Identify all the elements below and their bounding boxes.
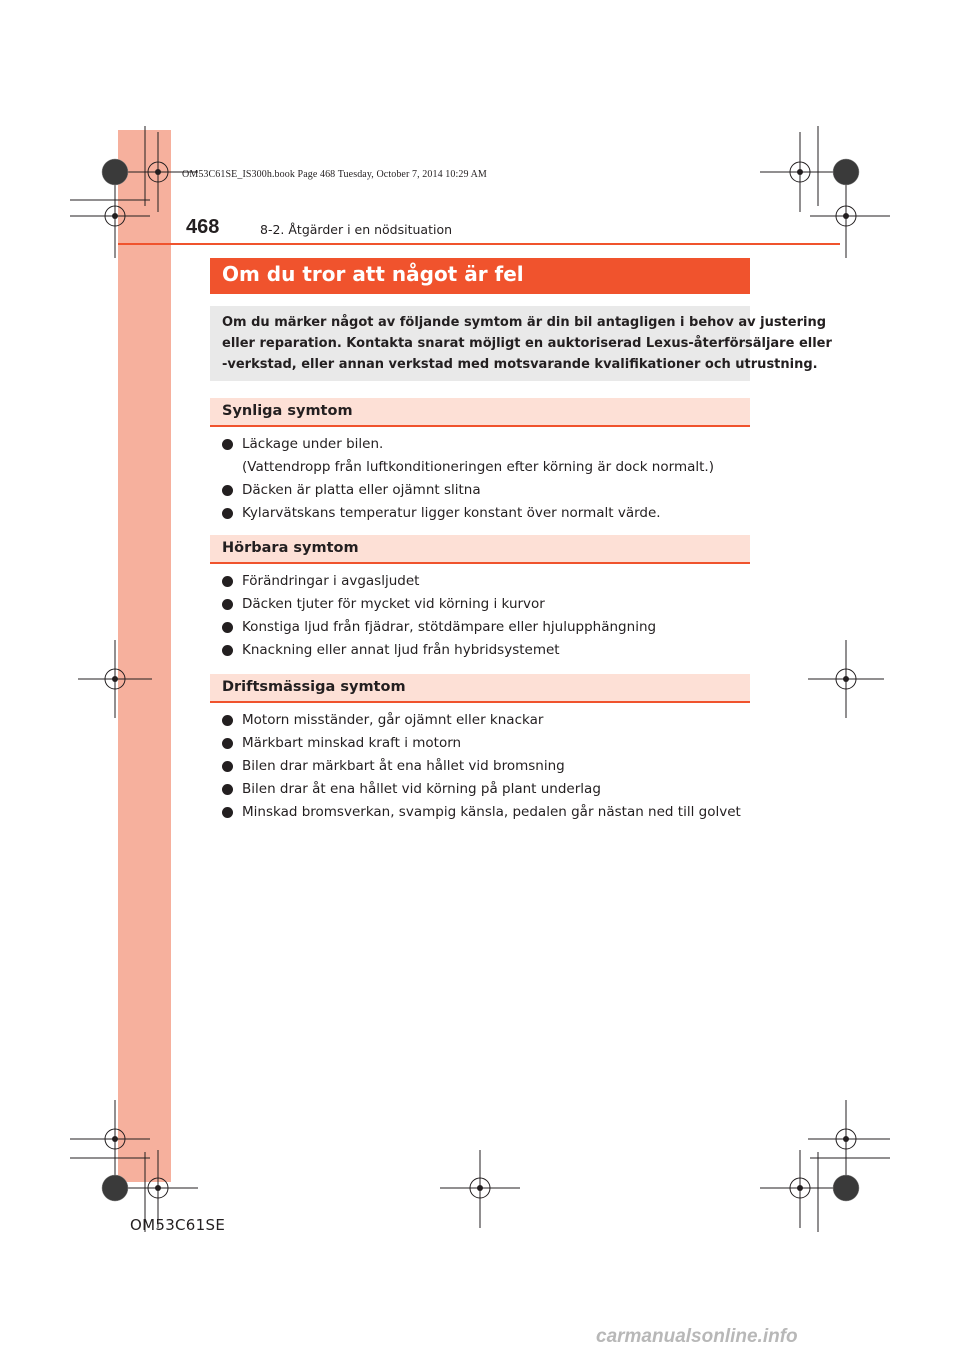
- intro-line: -verkstad, eller annan verkstad med motsvarande kvalifikationer och utrustning.: [222, 357, 818, 372]
- intro-line: Om du märker något av följande symtom är din bil antagligen i behov av justering: [222, 315, 827, 330]
- list-item-text: Knackning eller annat ljud från hybridsystemet: [242, 642, 560, 658]
- section-title: 8-2. Åtgärder i en nödsituation: [260, 222, 453, 237]
- bullet-icon: [222, 761, 233, 772]
- list-item: [222, 709, 742, 732]
- list-item: [222, 639, 742, 662]
- main-title: Om du tror att något är fel: [210, 258, 750, 294]
- intro-line: eller reparation. Kontakta snarat möjligt en auktoriserad Lexus-återförsäljare eller: [222, 336, 832, 351]
- bullet-icon: [222, 485, 233, 496]
- intro-box: [210, 306, 832, 381]
- list-item: [222, 616, 742, 639]
- list-item-text: Däcken är platta eller ojämnt slitna: [242, 482, 481, 498]
- bullet-icon: [222, 807, 233, 818]
- list-item: [222, 502, 742, 525]
- list-item: [222, 778, 742, 801]
- list-item: [222, 801, 742, 824]
- list-driftsmassiga-symtom: [222, 709, 742, 824]
- subhead-driftsmassiga-symtom: Driftsmässiga symtom: [210, 674, 750, 703]
- list-item-text: Märkbart minskad kraft i motorn: [242, 735, 462, 751]
- subhead-horbara-symtom: Hörbara symtom: [210, 535, 750, 564]
- list-item: [222, 433, 742, 479]
- list-item-text: Bilen drar märkbart åt ena hållet vid bromsning: [242, 758, 565, 774]
- list-synliga-symtom: [222, 433, 742, 525]
- list-item: [222, 732, 742, 755]
- bullet-icon: [222, 738, 233, 749]
- subhead-synliga-symtom: Synliga symtom: [210, 398, 750, 427]
- list-item-text: Minskad bromsverkan, svampig känsla, pedalen går nästan ned till golvet: [242, 804, 741, 820]
- list-item-text: Läckage under bilen.: [242, 436, 384, 452]
- footer-watermark[interactable]: carmanualsonline.info: [596, 1326, 798, 1347]
- list-item: [222, 570, 742, 593]
- list-item: [222, 479, 742, 502]
- list-item-text: Kylarvätskans temperatur ligger konstant över normalt värde.: [242, 505, 661, 521]
- bullet-icon: [222, 645, 233, 656]
- list-item-text: Däcken tjuter för mycket vid körning i kurvor: [242, 596, 545, 612]
- list-item: [222, 593, 742, 616]
- list-item-text: Motorn misständer, går ojämnt eller knackar: [242, 712, 544, 728]
- page-number: 468: [186, 216, 220, 238]
- bullet-icon: [222, 784, 233, 795]
- bullet-icon: [222, 599, 233, 610]
- list-item: [222, 755, 742, 778]
- document-code: OM53C61SE: [130, 1216, 226, 1234]
- bullet-icon: [222, 439, 233, 450]
- list-item-text: Bilen drar åt ena hållet vid körning på plant underlag: [242, 781, 601, 797]
- list-item-note: (Vattendropp från luftkonditioneringen efter körning är dock normalt.): [242, 459, 714, 475]
- bullet-icon: [222, 622, 233, 633]
- header-rule: [118, 243, 840, 245]
- bullet-icon: [222, 715, 233, 726]
- bullet-icon: [222, 576, 233, 587]
- list-item-text: Förändringar i avgasljudet: [242, 573, 420, 589]
- list-item-text: Konstiga ljud från fjädrar, stötdämpare eller hjulupphängning: [242, 619, 657, 635]
- bullet-icon: [222, 508, 233, 519]
- print-info-line: OM53C61SE_IS300h.book Page 468 Tuesday, October 7, 2014 10:29 AM: [182, 169, 487, 180]
- list-horbara-symtom: [222, 570, 742, 662]
